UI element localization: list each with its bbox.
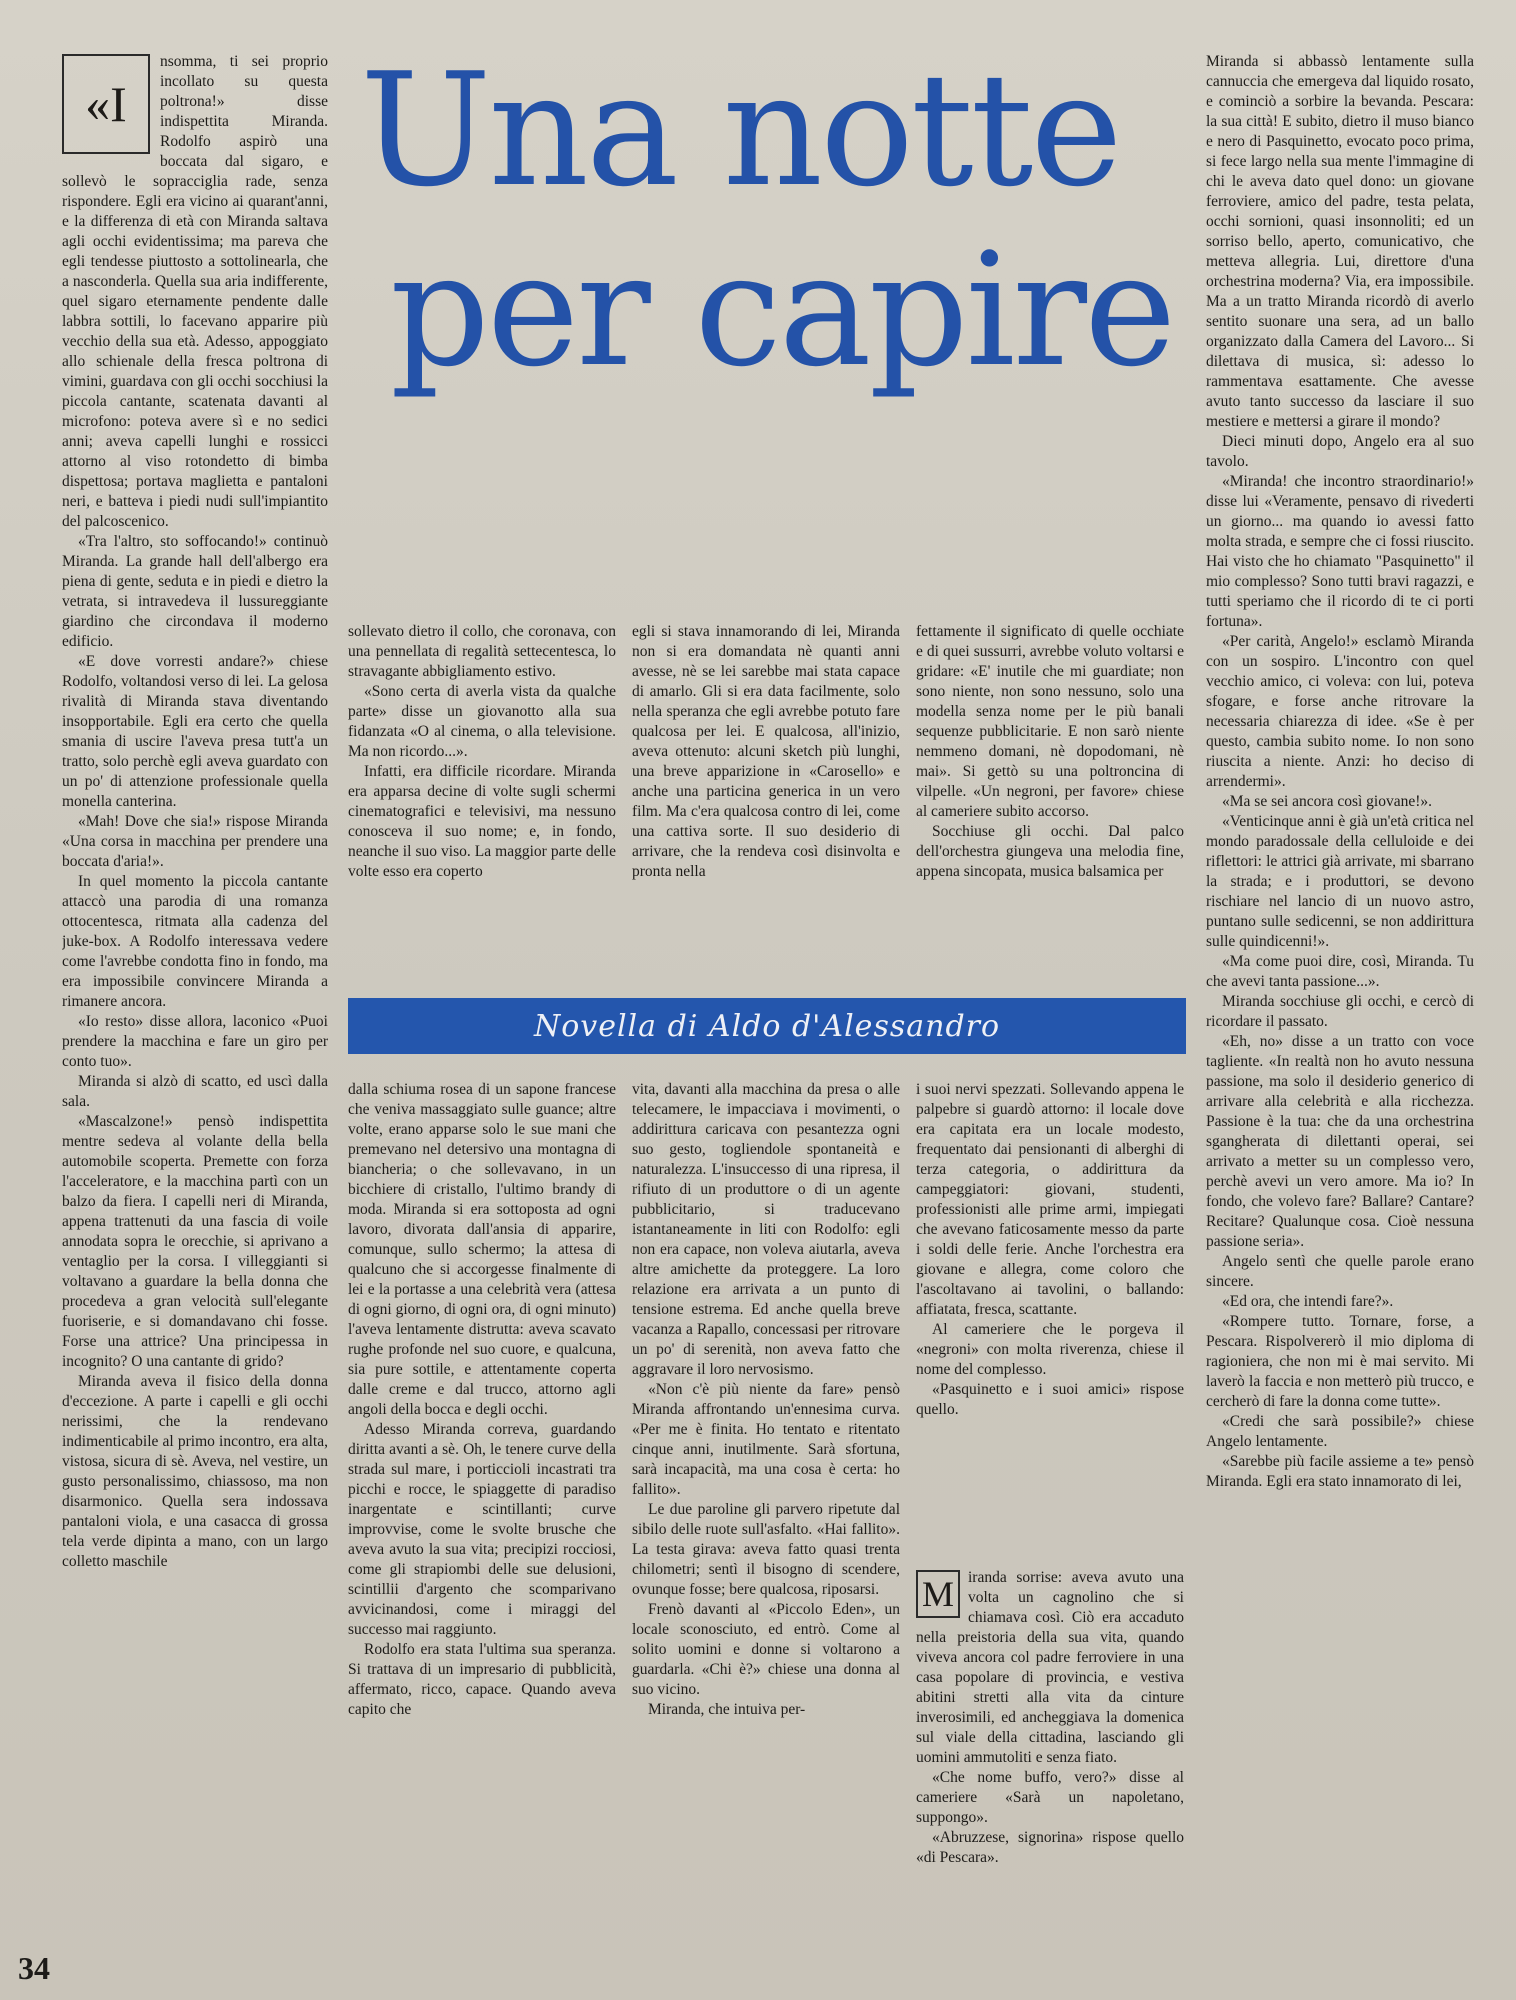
paragraph: sollevato dietro il collo, che coronava, con una pennellata di regalità settecentesca, lo stravagante abbigliamento estivo. bbox=[348, 623, 616, 680]
paragraph: «Credi che sarà possibile?» chiese Angelo lentamente. bbox=[1206, 1413, 1474, 1450]
paragraph: Frenò davanti al «Piccolo Eden», un locale sconosciuto, ed entrò. Come al solito uomini e donne si voltarono a guardarla. «Chi è?» chiese una donna al suo vicino. bbox=[632, 1601, 900, 1698]
paragraph: nsomma, ti sei proprio incollato su questa poltrona!» disse indispettita Miranda. Rodolfo aspirò una boccata dal sigaro, e sollevò le sopracciglia rade, senza rispondere. Egli era vicino ai quarant'anni, e la differenza di età con Miranda saltava agli occhi evidentissima; ma pareva che egli tendesse piuttosto a sottolinearla, che a nasconderla. Quella sua aria indifferente, quel sigaro eternamente pendente dalle labbra sottili, lo facevano apparire più vecchio della sua età. Adesso, appoggiato allo schienale della fresca poltrona di vimini, guardava con gli occhi socchiusi la piccola cantante, scatenata davanti al microfono: poteva avere sì e no sedici anni; aveva capelli lunghi e rossicci attorno al viso rotondetto di bimba dispettosa; portava maglietta e pantaloni neri, e batteva i piedi nudi sull'impiantito del palcoscenico. bbox=[62, 53, 328, 530]
paragraph: Miranda si abbassò lentamente sulla cannuccia che emergeva dal liquido rosato, e cominciò a sorbire la bevanda. Pescara: la sua città! E subito, dietro il muso bianco e nero di Pasquinetto, evocato poco prima, si fece largo nella sua mente l'immagine di chi le aveva dato quel dono: un giovane ferroviere, amico del padre, testa pelata, occhi sornioni, quasi insonnoliti; ed un sorriso bello, aperto, comunicativo, che metteva allegria. Lui, direttore d'una orchestrina moderna? Via, era impossibile. Ma a un tratto Miranda ricordò di averlo sentito suonare una sera, ad un ballo organizzato dalla Camera del Lavoro... Si dilettava di musica, sì: adesso lo rammentava esattamente. Che avesse avuto tanto successo da lasciare il suo mestiere e mettersi a girare il mondo? bbox=[1206, 53, 1474, 430]
title-line-2: per capire bbox=[390, 219, 1174, 401]
column-4-section-m bbox=[916, 1568, 1184, 1940]
paragraph: In quel momento la piccola cantante attaccò una parodia di una romanza ottocentesca, ritmata alla cadenza del juke-box. A Rodolfo interessava vedere come l'avrebbe condotta fino in fondo, ma era impossibile convincere Miranda a rimanere ancora. bbox=[62, 873, 328, 1010]
drop-cap-m: M bbox=[916, 1570, 960, 1618]
paragraph: «Miranda! che incontro straordinario!» disse lui «Veramente, pensavo di rivederti un giorno... ma quando io avessi fatto molta strada, e sempre che ci fossi riuscito. Hai visto che ho chiamato "Pasquinetto" il mio complesso? Sono tutti bravi ragazzi, e tutti speriamo che il ricordo di te ci porti fortuna». bbox=[1206, 473, 1474, 630]
column-4-bottom bbox=[916, 1080, 1184, 1540]
paragraph: fettamente il significato di quelle occhiate e di quei sussurri, avrebbe voluto voltarsi e gridare: «E' inutile che mi guardiate; non sono niente, non sono nessuno, solo una modella senza nome per le più banali sequenze pubblicitarie. E non sarò niente nemmeno domani, nè dopodomani, nè mai». Si gettò su una poltroncina di vilpelle. «Un negroni, per favore» chiese al cameriere subito accorso. bbox=[916, 623, 1184, 820]
paragraph: iranda sorrise: aveva avuto una volta un cagnolino che si chiamava così. Ciò era accaduto nella preistoria della sua vita, quando viveva ancora col padre ferroviere in una casa popolare di provincia, e vestiva abitini stretti alla vita da cinture inverosimili, ed ancheggiava la domenica sul viale della cittadina, lasciando gli uomini ammutoliti e senza fiato. bbox=[916, 1569, 1184, 1766]
paragraph: «Mascalzone!» pensò indispettita mentre sedeva al volante della bella automobile scoperta. Premette con forza l'acceleratore, e la macchina partì con un balzo da fiera. I capelli neri di Miranda, appena trattenuti da una fascia di voile annodata sopra le orecchie, si aprivano a ventaglio per la corsa. I villeggianti si voltavano a guardare la bella donna che procedeva a gran velocità sull'elegante fuoriserie, e si domandavano chi fosse. Forse una attrice? Una principessa in incognito? O una cantante di grido? bbox=[62, 1113, 328, 1370]
paragraph: «Pasquinetto e i suoi amici» rispose quello. bbox=[916, 1381, 1184, 1418]
paragraph: Miranda si alzò di scatto, ed uscì dalla sala. bbox=[62, 1073, 328, 1110]
paragraph: «Non c'è più niente da fare» pensò Miranda affrontando un'ennesima curva. «Per me è finita. Ho tentato e ritentato cinque anni, inutilmente. Sarà sfortuna, sarà incapacità, ma una cosa è certa: ho fallito». bbox=[632, 1381, 900, 1498]
paragraph: egli si stava innamorando di lei, Miranda non si era domandata nè quanti anni avesse, nè se lei sarebbe mai stata capace di amarlo. Gli si era data facilmente, solo nella speranza che egli avrebbe potuto fare qualcosa per lei. E qualcosa, all'inizio, aveva ottenuto: alcuni sketch più lunghi, una breve apparizione in «Carosello» e anche una particina generica in un vero film. Ma c'era qualcosa contro di lei, come una cattiva sorte. Il suo desiderio di arrivare, che la rendeva così disinvolta e pronta nella bbox=[632, 623, 900, 880]
paragraph: Adesso Miranda correva, guardando diritta avanti a sè. Oh, le tenere curve della strada sul mare, i porticcioli incastrati tra picchi e rocce, le spiaggette di paradiso inargentate e scintillanti; curve improvvise, come le svolte brusche che aveva avuto la sua vita; precipizi rocciosi, come gli strapiombi delle sue delusioni, scintillii d'argento che scomparivano avvicinandosi, come i miraggi del successo mai raggiunto. bbox=[348, 1421, 616, 1638]
paragraph: i suoi nervi spezzati. Sollevando appena le palpebre si guardò attorno: il locale dove era capitata era un locale modesto, frequentato dai pensionanti di alberghi di terza categoria, o addirittura da campeggiatori: giovani, studenti, professionisti alle prime armi, impiegati che avevano faticosamente messo da parte i soldi delle ferie. Anche l'orchestra era giovane e allegra, come coloro che l'ascoltavano ai tavolini, o ballando: affiatata, fresca, scattante. bbox=[916, 1081, 1184, 1318]
paragraph: vita, davanti alla macchina da presa o alle telecamere, le impacciava i movimenti, o addirittura caricava con pesantezza ogni suo gesto, togliendole spontaneità e naturalezza. L'insuccesso di una ripresa, il rifiuto di un produttore o di un agente pubblicitario, si traducevano istantaneamente in liti con Rodolfo: egli non era capace, non voleva aiutarla, aveva altre amichette da proteggere. La loro relazione era arrivata a un punto di tensione estrema. Ed anche quella breve vacanza a Rapallo, concessasi per ritrovare un po' di serenità, non aveva fatto che aggravare il loro nervosismo. bbox=[632, 1081, 900, 1378]
column-3-bottom bbox=[632, 1080, 900, 1940]
paragraph: «Ma come puoi dire, così, Miranda. Tu che avevi tanta passione...». bbox=[1206, 953, 1474, 990]
author-byline: Novella di Aldo d'Alessandro bbox=[348, 998, 1186, 1054]
drop-cap-i: «I bbox=[62, 54, 150, 154]
paragraph: «Mah! Dove che sia!» rispose Miranda «Una corsa in macchina per prendere una boccata d'aria!». bbox=[62, 813, 328, 870]
paragraph: «Ma se sei ancora così giovane!». bbox=[1222, 793, 1433, 810]
column-2-top bbox=[348, 622, 616, 982]
paragraph: Rodolfo era stata l'ultima sua speranza. Si trattava di un impresario di pubblicità, affermato, ricco, capace. Quando aveva capito che bbox=[348, 1641, 616, 1718]
paragraph: «Che nome buffo, vero?» disse al cameriere «Sarà un napoletano, suppongo». bbox=[916, 1769, 1184, 1826]
paragraph: «Eh, no» disse a un tratto con voce tagliente. «In realtà non ho avuto nessuna passione, ma solo il desiderio generico di arrivare alla celebrità e alla ricchezza. Passione è la tua: che da una orchestrina sgangherata di dilettanti operai, sei arrivato a metter su un complesso vero, perchè avevi un vero amore. Ma io? In fondo, che volevo fare? Ballare? Cantare? Recitare? Qualunque cosa. Cioè nessuna passione seria». bbox=[1206, 1033, 1474, 1250]
paragraph: dalla schiuma rosea di un sapone francese che veniva massaggiato sulle guance; altre volte, erano apparse solo le sue mani che premevano nel detersivo una montagna di biancheria; o che sollevavano, in un bicchiere di cristallo, l'ultimo brandy di moda. Miranda si era sottoposta ad ogni lavoro, divorata dall'ansia di apparire, comunque, sullo schermo; la attesa di qualcuno che si accorgesse finalmente di lei e la portasse a una celebrità vera (attesa di ogni giorno, di ogni ora, di ogni minuto) l'aveva lentamente distrutta: aveva scavato rughe profonde nel suo cuore, e qualcuna, sia pure sottile, e attentamente coperta dalle creme e dal trucco, attorno agli angoli della bocca e degli occhi. bbox=[348, 1081, 616, 1418]
column-1 bbox=[62, 52, 328, 1957]
paragraph: Infatti, era difficile ricordare. Miranda era apparsa decine di volte sugli schermi cinematografici e televisivi, ma nessuno conosceva il suo nome; e, in fondo, neanche il suo viso. La maggior parte delle volte esso era coperto bbox=[348, 763, 616, 880]
column-2-bottom bbox=[348, 1080, 616, 1940]
paragraph: Al cameriere che le porgeva il «negroni» con molta riverenza, chiese il nome del complesso. bbox=[916, 1321, 1184, 1378]
paragraph: «Tra l'altro, sto soffocando!» continuò Miranda. La grande hall dell'albergo era piena di gente, seduta e in piedi e dietro la vetrata, si intravedeva il lussureggiante giardino che circondava il moderno edificio. bbox=[62, 533, 328, 650]
page-number: 34 bbox=[18, 1950, 50, 1986]
paragraph: Miranda, che intuiva per- bbox=[648, 1701, 806, 1718]
paragraph: Le due paroline gli parvero ripetute dal sibilo delle ruote sull'asfalto. «Hai fallito». La testa girava: aveva fatto quasi trenta chilometri; sentì il bisogno di scendere, ovunque fosse; bere qualcosa, riposarsi. bbox=[632, 1501, 900, 1598]
paragraph: «Abruzzese, signorina» rispose quello «di Pescara». bbox=[916, 1829, 1184, 1866]
paragraph: «Venticinque anni è già un'età critica nel mondo paradossale della celluloide e dei riflettori: le attrici già arrivate, mi sbarrano la strada; e i produttori, se devono rischiare nel lancio di un nuovo astro, puntano sulle sedicenni, se non addirittura sulle quindicenni!». bbox=[1206, 813, 1474, 950]
paragraph: «Per carità, Angelo!» esclamò Miranda con un sospiro. L'incontro con quel vecchio amico, ci voleva: con lui, poteva sfogare, e forse anche ritrovare la necessaria chiarezza di idee. «Se è per questo, cambia subito nome. Io non sono riuscita a niente. Anzi: ho deciso di arrendermi». bbox=[1206, 633, 1474, 790]
paragraph: «Rompere tutto. Tornare, forse, a Pescara. Rispolvererò il mio diploma di ragioniera, che non mi è mai servito. Mi laverò la faccia e non metterò più trucco, e cercherò di fare la donna come tutte». bbox=[1206, 1313, 1474, 1410]
column-5 bbox=[1206, 52, 1474, 1957]
paragraph: «Sono certa di averla vista da qualche parte» disse un giovanotto alla sua fidanzata «O al cinema, o alla televisione. Ma non ricordo...». bbox=[348, 683, 616, 760]
paragraph: Socchiuse gli occhi. Dal palco dell'orchestra giungeva una melodia fine, appena sincopata, musica balsamica per bbox=[916, 823, 1184, 880]
story-title bbox=[360, 40, 1190, 400]
paragraph: «E dove vorresti andare?» chiese Rodolfo, voltandosi verso di lei. La gelosa rivalità di Miranda stava diventando insopportabile. Egli era certo che quella smania di uscire l'aveva presa tutt'a un tratto, solo perchè egli aveva guardato con un po' di attenzione professionale quella monella canterina. bbox=[62, 653, 328, 810]
paragraph: Angelo sentì che quelle parole erano sincere. bbox=[1206, 1253, 1474, 1290]
paragraph: Miranda socchiuse gli occhi, e cercò di ricordare il passato. bbox=[1206, 993, 1474, 1030]
paragraph: «Io resto» disse allora, laconico «Puoi prendere la macchina e fare un giro per conto tuo». bbox=[62, 1013, 328, 1070]
column-3-top bbox=[632, 622, 900, 982]
paragraph: Dieci minuti dopo, Angelo era al suo tavolo. bbox=[1206, 433, 1474, 470]
column-4-top bbox=[916, 622, 1184, 982]
paragraph: «Ed ora, che intendi fare?». bbox=[1222, 1293, 1394, 1310]
title-line-1: Una notte bbox=[360, 39, 1120, 221]
paragraph: Miranda aveva il fisico della donna d'eccezione. A parte i capelli e gli occhi nerissimi, che la rendevano indimenticabile al primo incontro, era alta, vistosa, sicura di sè. Aveva, nel vestire, un gusto personalissimo, chiassoso, ma non disarmonico. Quella sera indossava pantaloni viola, e una casacca di grossa tela verde dipinta a mano, con un largo colletto maschile bbox=[62, 1373, 328, 1570]
paragraph: «Sarebbe più facile assieme a te» pensò Miranda. Egli era stato innamorato di lei, bbox=[1206, 1453, 1474, 1490]
